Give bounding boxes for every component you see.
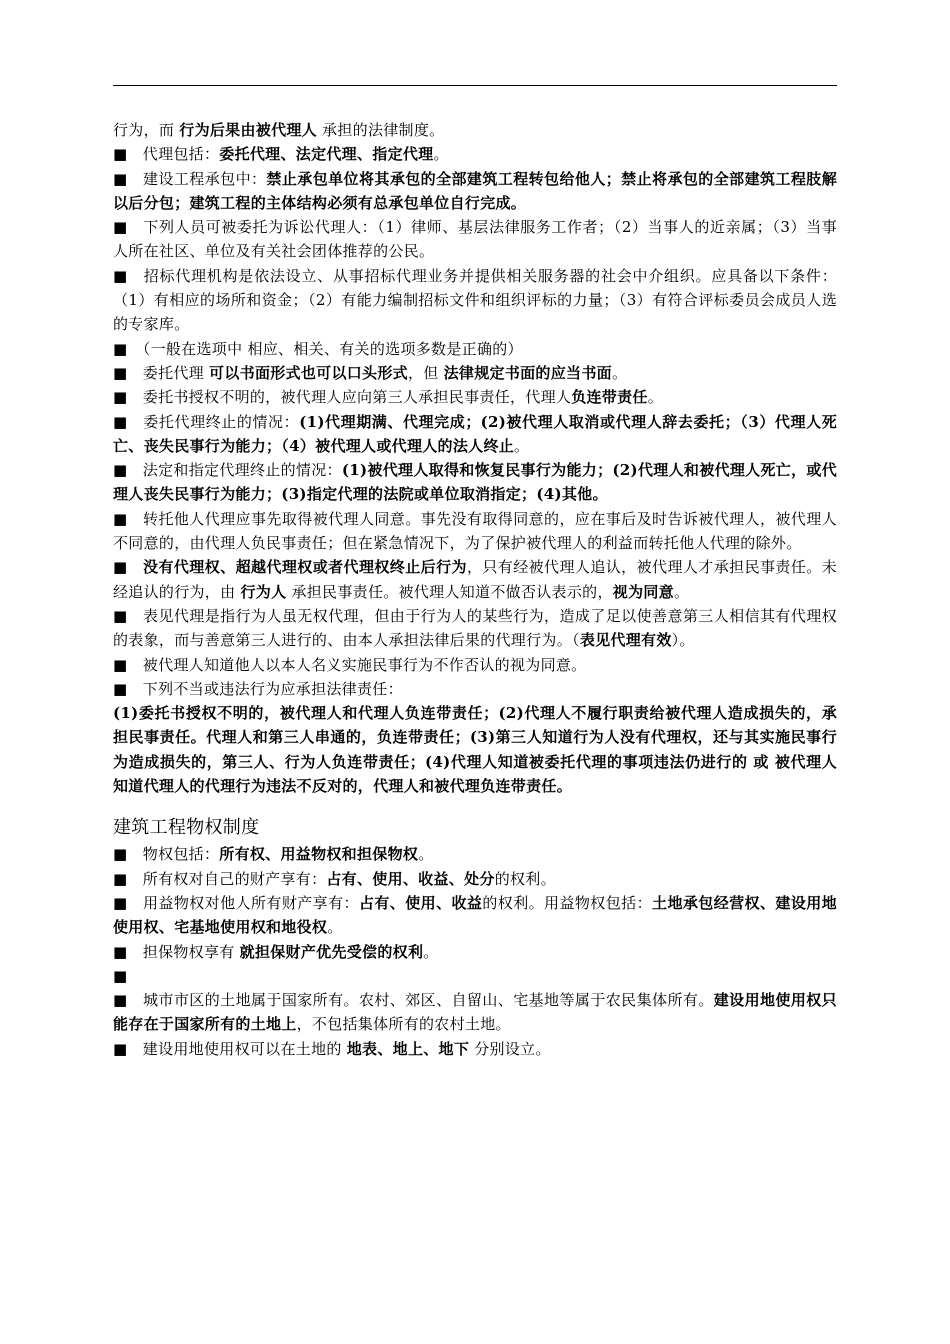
text-run: ，不包括集体所有的农村土地。 [296,1015,511,1034]
paragraph [113,361,837,385]
paragraph [113,264,837,337]
text-run: 分别设立。 [469,1039,551,1058]
text-run: ■ 城市市区的土地属于国家所有。农村、郊区、自留山、宅基地等属于农民集体所有。 [113,991,714,1010]
section-title: 建筑工程物权制度 [113,817,260,839]
text-run: ■ （一般在选项中 相应、相关、有关的选项多数是正确的） [113,339,523,358]
paragraph [113,891,837,940]
text-run: ■ 建设用地使用权可以在土地的 [113,1039,347,1058]
paragraph [113,385,837,409]
text-run: ■ [113,966,128,985]
text-run: ■ 法定和指定代理终止的情况： [113,461,342,480]
bold-text-run: 法律规定书面的应当书面 [443,363,612,382]
bold-text-run: 行为人 [240,582,287,601]
bold-text-run: ■ 没有代理权、超越代理权或者代理权终止后行为 [113,558,467,577]
bold-text-run: (1)委托书授权不明的，被代理人和代理人负连带责任；(2)代理人不履行职责给被代理人造成损失的，承担民事责任。代理人和第三人串通的，负连带责任；(3)第三人知道行为人没有代理权，还与其实施民事行为造成损失的，第三人、行为人负连带责任；(4)代理人知道被委托代理的事项违法仍进行的 或 被代理人知道代理人的代理行为违法不反对的，代理人和被代理负连带责任。 [113,704,837,796]
bold-text-run: 建设用地使用权只能存在于国家所有的土地上 [113,991,837,1034]
bold-text-run: 行为后果由被代理人 [179,121,317,139]
bold-text-run: 所有权、用益物权和担保物权 [219,845,419,864]
header-rule [113,85,837,86]
paragraph [113,701,837,798]
bold-text-run: 就担保财产优先受偿的权利 [239,942,424,961]
paragraph [113,410,837,459]
paragraph [113,1037,837,1061]
bold-text-run: 地表、地上、地下 [346,1039,470,1058]
text-run: 。 [611,363,628,382]
paragraph [113,604,837,653]
section-spacer [113,798,837,814]
paragraph-list [113,118,837,798]
text-run: ■ 物权包括： [113,845,220,864]
paragraph [113,167,837,216]
text-run: ■ 委托书授权不明的，被代理人应向第三人承担民事责任，代理人 [113,388,572,407]
text-run: 。 [647,388,664,407]
text-run: ■ 下列人员可被委托为诉讼代理人：（1）律师、基层法律服务工作者；（2）当事人的近亲属；（3）当事人所在社区、单位及有关社会团体推荐的公民。 [113,218,837,261]
text-run: ■ 用益物权对他人所有财产享有： [113,893,359,912]
section-paragraph-list [113,842,837,1061]
paragraph [113,867,837,891]
text-run: ■ 担保物权享有 [113,942,240,961]
text-run: ■ 下列不当或违法行为应承担法律责任： [113,679,403,698]
bold-text-run: 负连带责任 [571,388,648,407]
document-body [113,118,837,1061]
text-run: 的权利。用益物权包括： [482,893,653,912]
paragraph [113,842,837,866]
text-run: 。 [514,436,530,455]
text-run: ■ 建设工程承包中： [113,169,267,188]
paragraph [113,940,837,964]
text-run: 承担民事责任。被代理人知道不做否认表示的， [286,582,613,601]
text-run: 的权利。 [494,869,556,888]
text-run: 。 [418,845,434,864]
text-run: ■ 招标代理机构是依法设立、从事招标代理业务并提供相关服务器的社会中介组织。应具备以下条件：（1）有相应的场所和资金；（2）有能力编制招标文件和组织评标的力量；（3）有符合评标委员会成员人选的专家库。 [113,266,837,334]
text-run: ■ 转托他人代理应事先取得被代理人同意。事先没有取得同意的，应在事后及时告诉被代理人，被代理人不同意的，由代理人负民事责任；但在紧急情况下，为了保护被代理人的利益而转托他人代理的除外。 [113,509,837,553]
bold-text-run: 禁止承包单位将其承包的全部建筑工程转包给他人；禁止将承包的全部建筑工程肢解以后分包；建筑工程的主体结构必须有总承包单位自行完成。 [113,169,837,212]
bold-text-run: 可以书面形式也可以口头形式 [209,363,408,382]
text-run: ■ 所有权对自己的财产享有： [113,869,327,888]
paragraph [113,337,837,361]
bold-text-run: 占有、使用、收益 [358,893,483,912]
text-run: ■ 代理包括： [113,145,220,164]
text-run: 承担的法律制度。 [316,121,445,139]
paragraph [113,653,837,677]
paragraph [113,964,837,988]
bold-text-run: 土地承包经营权、建设用地使用权、宅基地使用权和地役权 [113,893,837,937]
paragraph [113,118,837,142]
paragraph [113,142,837,166]
bold-text-run: (1)代理期满、代理完成；(2)被代理人取消或代理人辞去委托；（3）代理人死亡、丧失民事行为能力；（4）被代理人或代理人的法人终止 [113,412,837,455]
text-run: 行为，而 [113,121,180,139]
text-run: 。 [433,145,449,164]
bold-text-run: 占有、使用、收益、处分 [326,869,495,888]
text-run: ■ 被代理人知道他人以本人名义实施民事行为不作否认的视为同意。 [113,655,587,674]
text-run: 。 [673,582,690,601]
bold-text-run: (1)被代理人取得和恢复民事行为能力；(2)代理人和被代理人死亡，或代理人丧失民事行为能力；(3)指定代理的法院或单位取消指定；(4)其他。 [113,461,838,504]
text-run: ■ 委托代理 [113,363,210,382]
text-run: ）。 [671,631,695,650]
paragraph [113,988,837,1037]
text-run: 。 [327,918,343,937]
paragraph [113,555,837,604]
text-run: ，但 [407,363,444,382]
text-run: ■ 委托代理终止的情况： [113,412,300,431]
paragraph [113,507,837,556]
paragraph [113,215,837,264]
paragraph [113,458,837,507]
paragraph [113,677,837,701]
text-run: ，只有经被代理人追认，被代理人才承担民事责任。未经追认的行为，由 [113,558,837,601]
bold-text-run: 委托代理、法定代理、指定代理 [219,145,434,164]
text-run: ■ 表见代理是指行为人虽无权代理，但由于行为人的某些行为，造成了足以使善意第三人相信其有代理权的表象，而与善意第三人进行的、由本人承担法律后果的代理行为。（ [113,606,837,650]
text-run: 。 [423,942,439,961]
bold-text-run: 视为同意 [612,582,674,601]
bold-text-run: 表见代理有效 [579,631,672,650]
